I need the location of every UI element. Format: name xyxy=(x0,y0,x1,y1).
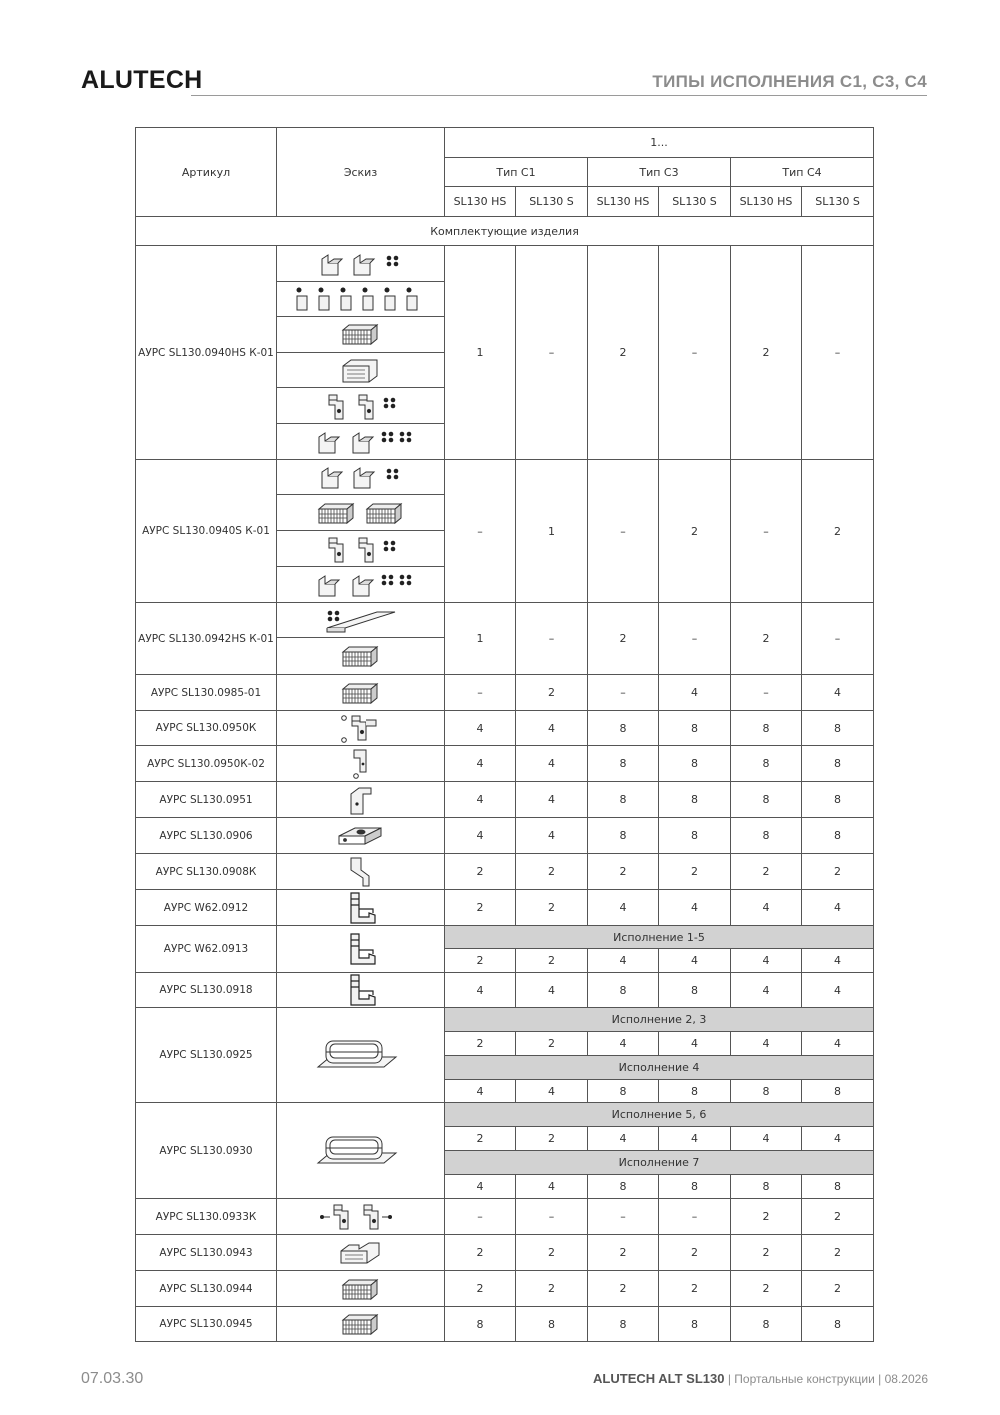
qty-cell: 2 xyxy=(588,246,659,460)
qty-cell: 4 xyxy=(802,1127,874,1151)
qty-cell: 2 xyxy=(445,1235,516,1271)
qty-cell: 8 xyxy=(588,973,659,1008)
qty-cell: 8 xyxy=(659,711,731,746)
article-cell: АУРС SL130.0985-01 xyxy=(136,675,277,711)
qty-cell: 8 xyxy=(731,1175,802,1199)
sketch-clips xyxy=(277,282,445,317)
header-rule xyxy=(191,95,927,96)
qty-cell: 8 xyxy=(659,1080,731,1103)
qty-cell: 8 xyxy=(802,1307,874,1342)
page-section-title: ТИПЫ ИСПОЛНЕНИЯ С1, С3, С4 xyxy=(652,72,927,91)
qty-cell: 8 xyxy=(659,973,731,1008)
qty-cell: 2 xyxy=(802,1271,874,1307)
header-type-c1: Тип С1 xyxy=(445,158,588,187)
qty-cell: 2 xyxy=(516,854,588,890)
qty-cell: 2 xyxy=(731,1235,802,1271)
footer-separator: | xyxy=(724,1372,735,1386)
sketch-two-blocks xyxy=(277,495,445,531)
qty-cell: 2 xyxy=(516,1127,588,1151)
qty-cell: 8 xyxy=(588,746,659,782)
article-cell: АУРС SL130.0943 xyxy=(136,1235,277,1271)
sketch-kit-brackets xyxy=(277,388,445,424)
qty-cell: – xyxy=(731,675,802,711)
qty-cell: 2 xyxy=(659,1235,731,1271)
qty-cell: 8 xyxy=(731,818,802,854)
qty-cell: 4 xyxy=(659,675,731,711)
qty-cell: 4 xyxy=(731,973,802,1008)
qty-cell: – xyxy=(659,603,731,675)
header-variant: SL130 HS xyxy=(731,187,802,217)
qty-cell: 2 xyxy=(516,1032,588,1056)
sketch-kit-brackets xyxy=(277,531,445,567)
qty-cell: 2 xyxy=(802,1199,874,1235)
variant-band: Исполнение 5, 6 xyxy=(445,1103,874,1127)
qty-cell: 4 xyxy=(516,1175,588,1199)
qty-cell: 4 xyxy=(659,1032,731,1056)
article-cell: АУРС W62.0913 xyxy=(136,926,277,973)
qty-cell: 8 xyxy=(802,1080,874,1103)
qty-cell: 1 xyxy=(516,460,588,603)
qty-cell: 4 xyxy=(659,1127,731,1151)
qty-cell: 2 xyxy=(445,1271,516,1307)
qty-cell: 8 xyxy=(802,711,874,746)
qty-cell: 4 xyxy=(802,675,874,711)
qty-cell: 2 xyxy=(445,949,516,973)
qty-cell: 8 xyxy=(445,1307,516,1342)
qty-cell: 4 xyxy=(445,1080,516,1103)
header-type-c3: Тип С3 xyxy=(588,158,731,187)
qty-cell: – xyxy=(516,1199,588,1235)
qty-cell: 4 xyxy=(731,890,802,926)
sketch-tray-gasket xyxy=(277,1103,445,1199)
header-article: Артикул xyxy=(136,128,277,217)
variant-band: Исполнение 2, 3 xyxy=(445,1008,874,1032)
qty-cell: – xyxy=(731,460,802,603)
qty-cell: 2 xyxy=(731,603,802,675)
qty-cell: 4 xyxy=(588,1127,659,1151)
variant-band: Исполнение 1-5 xyxy=(445,926,874,949)
qty-cell: – xyxy=(588,460,659,603)
qty-cell: 2 xyxy=(516,890,588,926)
qty-cell: 8 xyxy=(516,1307,588,1342)
qty-cell: 4 xyxy=(802,890,874,926)
article-cell: АУРС SL130.0944 xyxy=(136,1271,277,1307)
article-cell: АУРС W62.0912 xyxy=(136,890,277,926)
qty-cell: 4 xyxy=(802,949,874,973)
qty-cell: 4 xyxy=(731,1127,802,1151)
article-cell: АУРС SL130.0940HS К-01 xyxy=(136,246,277,460)
article-cell: АУРС SL130.0945 xyxy=(136,1307,277,1342)
sketch-hook-bracket xyxy=(277,890,445,926)
article-cell: АУРС SL130.0940S К-01 xyxy=(136,460,277,603)
footer-separator: | xyxy=(874,1372,885,1386)
qty-cell: 4 xyxy=(516,973,588,1008)
article-cell: АУРС SL130.0930 xyxy=(136,1103,277,1199)
qty-cell: 4 xyxy=(659,890,731,926)
header-variant: SL130 S xyxy=(802,187,874,217)
article-cell: АУРС SL130.0925 xyxy=(136,1008,277,1103)
article-cell: АУРС SL130.0950К-02 xyxy=(136,746,277,782)
article-cell: АУРС SL130.0918 xyxy=(136,973,277,1008)
article-cell: АУРС SL130.0906 xyxy=(136,818,277,854)
sketch-narrow-bracket xyxy=(277,746,445,782)
qty-cell: 2 xyxy=(445,890,516,926)
header-group: 1... xyxy=(445,128,874,158)
qty-cell: 8 xyxy=(659,746,731,782)
article-cell: АУРС SL130.0942HS К-01 xyxy=(136,603,277,675)
qty-cell: 2 xyxy=(516,1235,588,1271)
qty-cell: 4 xyxy=(516,711,588,746)
qty-cell: 2 xyxy=(588,1271,659,1307)
sketch-kit-brackets-screws xyxy=(277,424,445,460)
qty-cell: – xyxy=(802,603,874,675)
qty-cell: 2 xyxy=(731,246,802,460)
qty-cell: 2 xyxy=(659,460,731,603)
qty-cell: 2 xyxy=(588,1235,659,1271)
qty-cell: – xyxy=(588,675,659,711)
footer-brand: ALUTECH ALT SL130 xyxy=(593,1371,725,1386)
sketch-bracket-with-pins xyxy=(277,711,445,746)
qty-cell: 8 xyxy=(802,746,874,782)
header-variant: SL130 S xyxy=(516,187,588,217)
qty-cell: 4 xyxy=(445,973,516,1008)
qty-cell: 4 xyxy=(516,782,588,818)
qty-cell: 8 xyxy=(588,1307,659,1342)
qty-cell: – xyxy=(588,1199,659,1235)
sketch-support-bracket xyxy=(277,854,445,890)
article-cell: АУРС SL130.0933К xyxy=(136,1199,277,1235)
qty-cell: 8 xyxy=(659,818,731,854)
qty-cell: – xyxy=(445,675,516,711)
qty-cell: – xyxy=(516,246,588,460)
sketch-hook-bracket xyxy=(277,926,445,973)
qty-cell: 8 xyxy=(731,711,802,746)
brand-logo: ALUTECH xyxy=(81,66,203,94)
qty-cell: 4 xyxy=(802,1032,874,1056)
header-variant: SL130 HS xyxy=(445,187,516,217)
article-cell: АУРС SL130.0950К xyxy=(136,711,277,746)
sketch-stepped-block xyxy=(277,1235,445,1271)
section-title: Комплектующие изделия xyxy=(136,217,874,246)
qty-cell: 2 xyxy=(659,854,731,890)
qty-cell: 4 xyxy=(516,746,588,782)
qty-cell: – xyxy=(802,246,874,460)
header-type-c4: Тип С4 xyxy=(731,158,874,187)
qty-cell: 1 xyxy=(445,246,516,460)
header-variant: SL130 S xyxy=(659,187,731,217)
qty-cell: 8 xyxy=(731,1307,802,1342)
components-table xyxy=(135,127,874,1342)
qty-cell: 8 xyxy=(731,1080,802,1103)
header-sketch: Эскиз xyxy=(277,128,445,217)
qty-cell: 8 xyxy=(731,746,802,782)
footer-date: 08.2026 xyxy=(884,1372,928,1386)
sketch-long-profile xyxy=(277,603,445,638)
qty-cell: 2 xyxy=(588,603,659,675)
sketch-block xyxy=(277,1271,445,1307)
qty-cell: 2 xyxy=(731,854,802,890)
article-cell: АУРС SL130.0908К xyxy=(136,854,277,890)
qty-cell: 4 xyxy=(659,949,731,973)
qty-cell: 4 xyxy=(445,818,516,854)
page-number: 07.03.30 xyxy=(81,1370,144,1387)
qty-cell: 4 xyxy=(588,890,659,926)
qty-cell: 8 xyxy=(588,1175,659,1199)
qty-cell: 2 xyxy=(516,949,588,973)
sketch-profile-block xyxy=(277,353,445,388)
qty-cell: 2 xyxy=(445,854,516,890)
footer-info xyxy=(593,1371,928,1386)
qty-cell: 8 xyxy=(588,818,659,854)
qty-cell: 4 xyxy=(516,1080,588,1103)
sketch-angle-bracket xyxy=(277,782,445,818)
qty-cell: 8 xyxy=(659,1175,731,1199)
qty-cell: 4 xyxy=(516,818,588,854)
qty-cell: 4 xyxy=(731,1032,802,1056)
qty-cell: 2 xyxy=(516,1271,588,1307)
qty-cell: 4 xyxy=(731,949,802,973)
qty-cell: 8 xyxy=(802,782,874,818)
qty-cell: – xyxy=(659,246,731,460)
variant-band: Исполнение 7 xyxy=(445,1151,874,1175)
qty-cell: 8 xyxy=(802,1175,874,1199)
qty-cell: 1 xyxy=(445,603,516,675)
qty-cell: 2 xyxy=(445,1127,516,1151)
header-variant: SL130 HS xyxy=(588,187,659,217)
qty-cell: 8 xyxy=(802,818,874,854)
sketch-hook-bracket xyxy=(277,973,445,1008)
footer-subtitle: Портальные конструкции xyxy=(734,1372,875,1386)
qty-cell: 4 xyxy=(445,782,516,818)
sketch-block xyxy=(277,638,445,675)
qty-cell: 8 xyxy=(731,782,802,818)
qty-cell: 2 xyxy=(802,460,874,603)
sketch-block xyxy=(277,317,445,353)
qty-cell: 2 xyxy=(802,854,874,890)
qty-cell: – xyxy=(516,603,588,675)
qty-cell: 8 xyxy=(659,782,731,818)
qty-cell: – xyxy=(659,1199,731,1235)
qty-cell: 4 xyxy=(802,973,874,1008)
qty-cell: 2 xyxy=(731,1271,802,1307)
qty-cell: 8 xyxy=(588,782,659,818)
qty-cell: 8 xyxy=(588,1080,659,1103)
qty-cell: 8 xyxy=(659,1307,731,1342)
qty-cell: 2 xyxy=(731,1199,802,1235)
sketch-base-plate xyxy=(277,818,445,854)
qty-cell: 4 xyxy=(445,746,516,782)
sketch-tray-gasket xyxy=(277,1008,445,1103)
sketch-block xyxy=(277,675,445,711)
sketch-bracket-pair xyxy=(277,1199,445,1235)
article-cell: АУРС SL130.0951 xyxy=(136,782,277,818)
variant-band: Исполнение 4 xyxy=(445,1056,874,1080)
qty-cell: 4 xyxy=(588,949,659,973)
qty-cell: 2 xyxy=(659,1271,731,1307)
qty-cell: – xyxy=(445,1199,516,1235)
qty-cell: – xyxy=(445,460,516,603)
qty-cell: 4 xyxy=(445,1175,516,1199)
sketch-kit-corners-screws xyxy=(277,460,445,495)
sketch-kit-brackets-screws xyxy=(277,567,445,603)
sketch-block xyxy=(277,1307,445,1342)
qty-cell: 4 xyxy=(445,711,516,746)
qty-cell: 4 xyxy=(588,1032,659,1056)
sketch-kit-corners-screws xyxy=(277,246,445,282)
qty-cell: 2 xyxy=(588,854,659,890)
qty-cell: 2 xyxy=(802,1235,874,1271)
qty-cell: 2 xyxy=(516,675,588,711)
qty-cell: 8 xyxy=(588,711,659,746)
qty-cell: 2 xyxy=(445,1032,516,1056)
